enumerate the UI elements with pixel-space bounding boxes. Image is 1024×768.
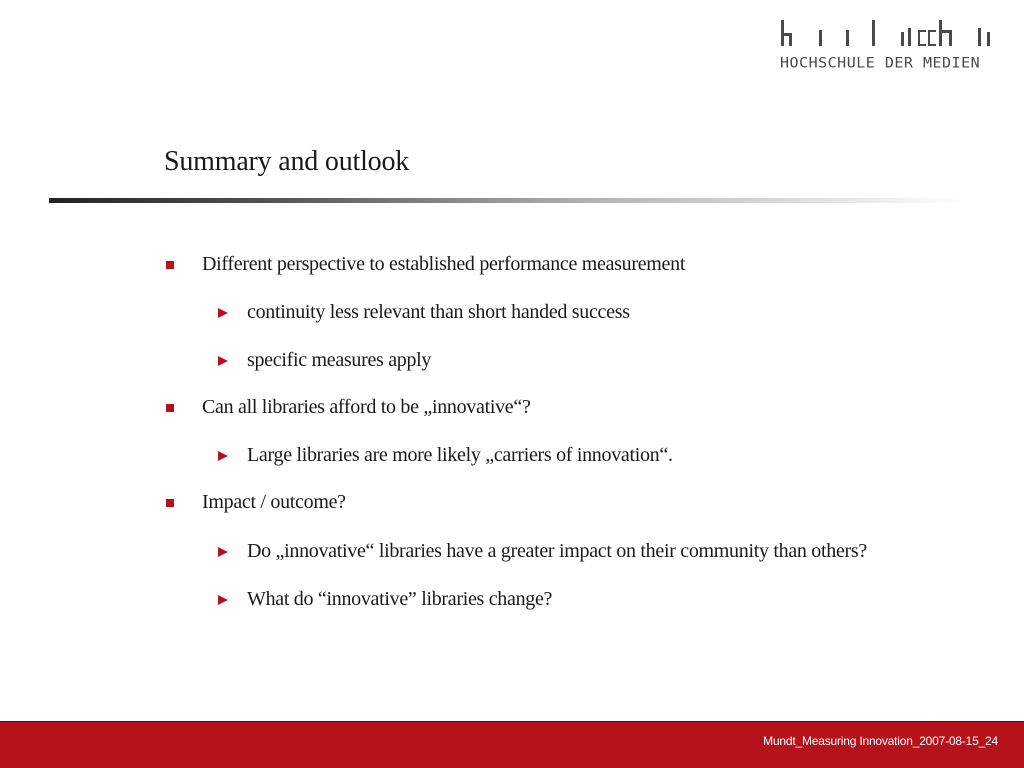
square-bullet-icon <box>166 404 174 412</box>
triangle-bullet-icon <box>218 547 228 557</box>
square-bullet-icon <box>166 261 174 269</box>
sub-bullet-item: specific measures apply <box>247 349 432 371</box>
hdm-logo <box>778 18 998 76</box>
triangle-bullet-icon <box>218 451 228 461</box>
bullet-item: Different perspective to established performance measurement <box>202 253 686 275</box>
logo-text: HOCHSCHULE DER MEDIEN <box>780 54 981 72</box>
hdm-logo-mark-icon <box>778 18 998 48</box>
square-bullet-icon <box>166 499 174 507</box>
footer-bar <box>0 721 1024 768</box>
triangle-bullet-icon <box>218 356 228 366</box>
sub-bullet-item: What do “innovative” libraries change? <box>247 588 553 610</box>
sub-bullet-item: Large libraries are more likely „carriers of innovation“. <box>247 444 673 466</box>
sub-bullet-item: Do „innovative“ libraries have a greater impact on their community than others? <box>247 540 867 562</box>
slide-title: Summary and outlook <box>164 146 410 177</box>
sub-bullet-item: continuity less relevant than short handed success <box>247 301 630 323</box>
bullet-item: Impact / outcome? <box>202 491 346 513</box>
bullet-item: Can all libraries afford to be „innovative“? <box>202 396 531 418</box>
title-divider <box>49 198 969 203</box>
triangle-bullet-icon <box>218 595 228 605</box>
triangle-bullet-icon <box>218 308 228 318</box>
footer-text: Mundt_Measuring Innovation_2007-08-15_24 <box>763 734 998 748</box>
